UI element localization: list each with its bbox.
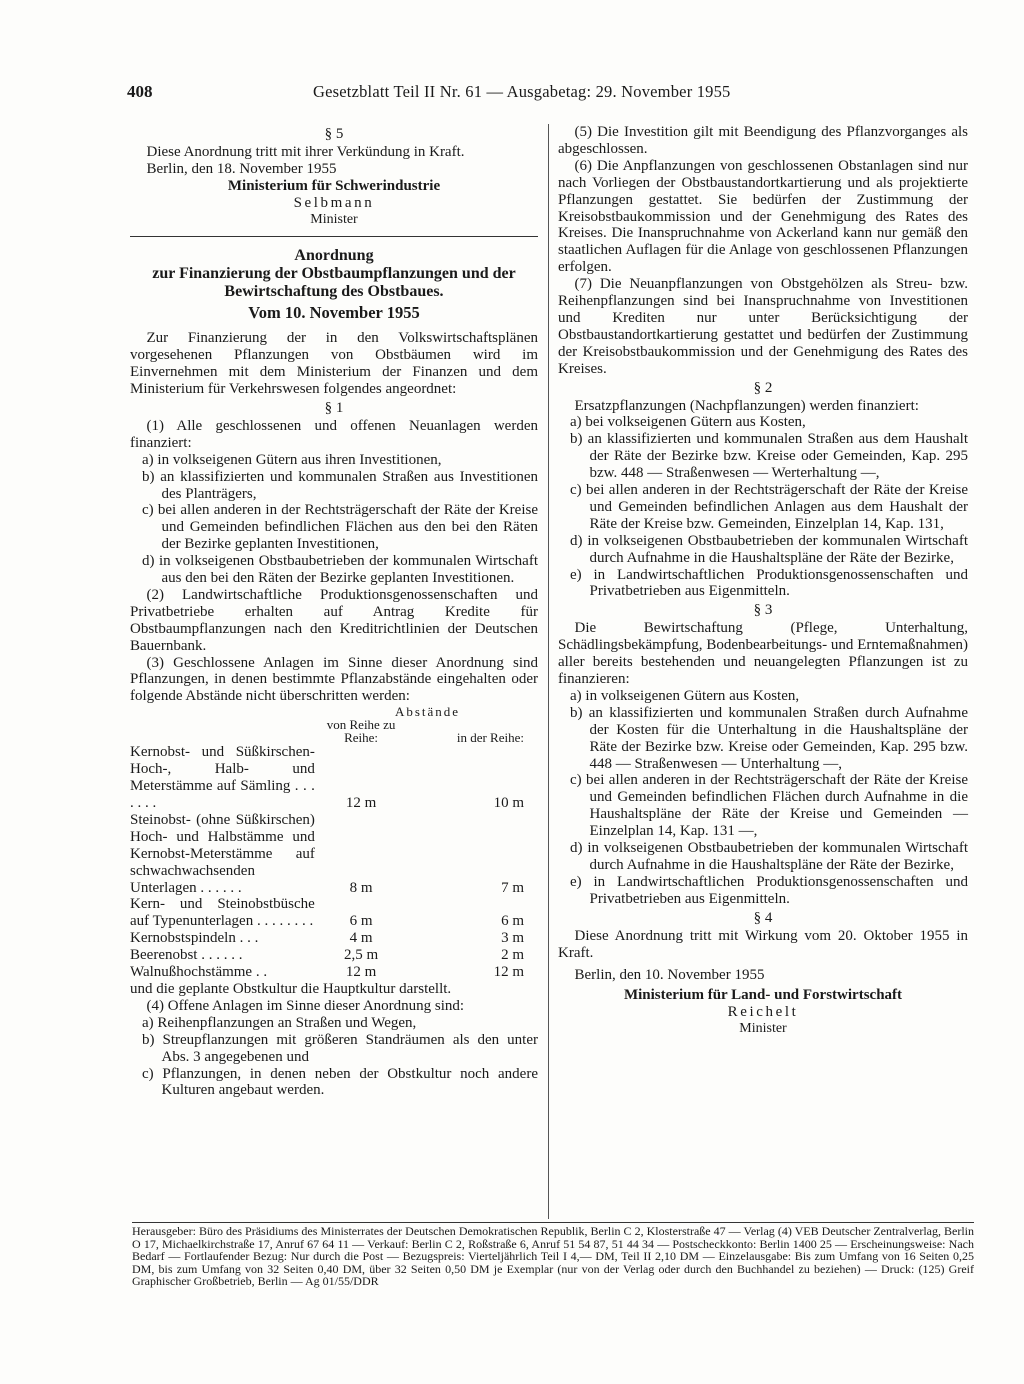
row-value-a: 12 m — [345, 964, 377, 981]
table-row — [130, 964, 538, 981]
row-value-a: 4 m — [349, 930, 373, 947]
paragraph-4: (4) Offene Anlagen im Sinne dieser Anordnung sind: — [146, 997, 465, 1014]
row-label: Steinobst- (ohne Süßkirschen) Hoch- und Halbstämme und Kernobst-Meterstämme auf schwachwachsenden Unterlagen . . . . . . — [130, 811, 315, 896]
row-value-b: 2 m — [501, 947, 524, 964]
running-head: Gesetzblatt Teil II Nr. 61 — Ausgabetag: 29. November 1955 — [313, 82, 731, 101]
distance-col-1: von Reihe zu Reihe: — [326, 717, 396, 746]
ministry-1: Ministerium für Schwerindustrie — [227, 177, 441, 194]
row-value-b: 3 m — [501, 930, 524, 947]
ministry-2: Ministerium für Land- und Forstwirtschaft — [623, 987, 903, 1004]
row-label: Kernobstspindeln . . . — [130, 930, 259, 947]
paragraph-3: (3) Geschlossene Anlagen im Sinne dieser Anordnung sind Pflanzungen, in denen bestimmte Pflanzabstände eingehalten oder folgende Abstände nicht überschritten werden: — [130, 654, 538, 705]
section-4-heading: § 4 — [753, 909, 773, 926]
section-3-d: d) in volkseigenen Obstbaubetrieben der kommunalen Wirtschaft durch Aufnahme in die Haushaltspläne der Räte der Bezirke, — [570, 840, 968, 873]
distance-after: und die geplante Obstkultur die Hauptkultur darstellt. — [130, 980, 452, 997]
order-date: Vom 10. November 1955 — [248, 303, 420, 323]
place-date-2: Berlin, den 10. November 1955 — [574, 967, 765, 984]
place-date-1: Berlin, den 18. November 1955 — [146, 160, 337, 177]
row-label: Beerenobst . . . . . . — [130, 947, 243, 964]
imprint-text: Herausgeber: Büro des Präsidiums des Ministerrates der Deutschen Demokratischen Republik, Berlin C 2, Klosterstraße 47 — Verlag (4) VEB Deutscher Zentralverlag, Berlin O 17, Michaelkirchstraße 17, Anruf 67 64 11 — Verkauf: Berlin C 2, Roßstraße 6, Anruf 51 54 87, 51 44 34 — Postscheckkonto: Berlin 1400 25 — Erscheinungsweise: Nach Bedarf — Fortlaufender Bezug: Nur durch die Post — Bezugspreis: Vierteljährlich Teil I 4,— DM, Teil II 2,10 DM — Einzelausgabe: Bis zum Umfang von 16 Seiten 0,25 DM, bis zum Umfang von 32 Seiten 0,40 DM, über 32 Seiten 0,50 DM je Exemplar (nur von der Verlag oder durch den Buchhandel zu beziehen) — Druck: (125) Greif Graphischer Großbetrieb, Berlin — Ag 01/55/DDR — [132, 1224, 974, 1289]
paragraph-1: (1) Alle geschlossenen und offenen Neuanlagen werden finanziert: — [130, 417, 538, 451]
section-2-heading: § 2 — [753, 379, 773, 396]
row-value-b: 6 m — [501, 913, 524, 930]
row-value-a: 12 m — [345, 795, 377, 811]
row-label: Kern- und Steinobstbüsche auf Typenunterlagen . . . . . . . . — [130, 896, 315, 930]
paragraph-1-a: a) in volkseigenen Gütern aus ihren Investitionen, — [142, 451, 442, 468]
section-1-heading: § 1 — [324, 399, 344, 416]
paragraph-2: (2) Landwirtschaftliche Produktionsgenossenschaften und Privatbetriebe erhalten auf Antrag Kredite für Obstbaumpflanzungen nach den Kreditrichtlinien der Deutschen Bauernbank. — [130, 586, 538, 654]
paragraph-4-a: a) Reihenpflanzungen an Straßen und Wegen, — [142, 1014, 417, 1031]
distance-table — [130, 705, 538, 981]
right-column — [558, 124, 968, 1038]
section-2-d: d) in volkseigenen Obstbaubetrieben der kommunalen Wirtschaft durch Aufnahme in die Haushaltspläne der Räte der Bezirke, — [570, 532, 968, 566]
paragraph-1-d: d) in volkseigenen Obstbaubetrieben der kommunalen Wirtschaft aus den bei den Räten der Bezirke geplanten Investitionen. — [142, 553, 538, 587]
section-2-a: a) bei volkseigenen Gütern aus Kosten, — [570, 414, 806, 431]
table-row — [130, 812, 538, 897]
section-5-text: Diese Anordnung tritt mit ihrer Verkündung in Kraft. — [146, 143, 465, 160]
paragraph-4-b: b) Streupflanzungen mit größeren Standräumen als den unter Abs. 3 angegebenen und — [142, 1031, 538, 1065]
signer-title-2: Minister — [739, 1021, 787, 1037]
section-3-e: e) in Landwirtschaftlichen Produktionsgenossenschaften und Privatbetrieben aus Eigenmitteln. — [570, 873, 968, 907]
paragraph-6: (6) Die Anpflanzungen von geschlossenen Obstanlagen sind nur nach Vorliegen der Obstbaustandortkartierung und als projektierte Pflanzungen gestattet. Sie bedürfen der Zustimmung der Kreisobstbaukommission und der Genehmigung des Rates des Kreises. Die Inanspruchnahme von Ackerland kann nur gemäß den staatlichen Auflagen für die Anlage von geschlossenen Pflanzungen erfolgen. — [558, 157, 968, 276]
row-label: Walnußhochstämme . . — [130, 964, 268, 981]
section-4-text: Diese Anordnung tritt mit Wirkung vom 20. Oktober 1955 in Kraft. — [558, 927, 968, 961]
preamble: Zur Finanzierung der in den Volkswirtschaftsplänen vorgesehenen Pflanzungen von Obstbäumen wird im Einvernehmen mit dem Ministerium der Finanzen und dem Ministerium für Verkehrswesen folgendes angeordnet: — [130, 330, 538, 398]
row-value-a: 8 m — [349, 879, 373, 896]
section-3-b: b) an klassifizierten und kommunalen Straßen durch Aufnahme der Kosten für die Unterhaltung in die Haushaltspläne der Räte der Bezirke bzw. Kreise oder Gemeinden, Kap. 295 bzw. 448 — Straßenwesen — Unterhaltung —, — [570, 704, 968, 772]
imprint-footer — [132, 1222, 974, 1288]
row-label: Kernobst- und Süßkirschen-Hoch-, Halb- und Meterstämme auf Sämling . . . . . . . — [130, 744, 315, 811]
paragraph-1-c: c) bei allen anderen in der Rechtsträgerschaft der Räte der Kreise und Gemeinden befindlichen Flächen aus den bei den Räten der Bezirke geplanten Investitionen, — [142, 502, 538, 553]
order-subtitle: zur Finanzierung der Obstbaumpflanzungen und der Bewirtschaftung des Obstbaues. — [152, 265, 516, 301]
page-number: 408 — [127, 82, 153, 101]
paragraph-5: (5) Die Investition gilt mit Beendigung des Pflanzvorganges als abgeschlossen. — [558, 124, 968, 157]
section-3-intro: Die Bewirtschaftung (Pflege, Unterhaltung, Schädlingsbekämpfung, Bodenbearbeitungs- und Erntemaßnahmen) aller bereits bestehenden und neuangelegten Pflanzungen ist zu finanzieren: — [558, 620, 968, 687]
column-divider — [548, 124, 549, 1219]
row-value-b: 7 m — [501, 879, 524, 896]
table-row — [130, 896, 538, 930]
distance-title: Abstände — [394, 704, 461, 720]
section-3-c: c) bei allen anderen in der Rechtsträgerschaft der Räte der Kreise und Gemeinden befindlichen Flächen durch Aufnahme in die Haushaltspläne der Räte der Kreise und Gemeinden — Einzelplan 14, Kap. 131 —, — [570, 772, 968, 840]
paragraph-1-b: b) an klassifizierten und kommunalen Straßen aus Investitionen des Planträgers, — [142, 468, 538, 502]
table-row — [130, 744, 538, 812]
section-2-c: c) bei allen anderen in der Rechtsträgerschaft der Räte der Kreise und Gemeinden befindlichen Anlagen aus dem Haushalt der Räte der Kreise bzw. Gemeinden, Einzelplan 14, Kap. 131, — [570, 482, 968, 532]
row-value-a: 2,5 m — [343, 947, 379, 964]
table-row — [130, 947, 538, 964]
paragraph-7: (7) Die Neuanpflanzungen von Obstgehölzen als Streu- bzw. Reihenpflanzungen sind bei Inanspruchnahme von Investitionen und Krediten nur unter Berücksichtigung der Obstbaustandortkartierung gestattet und bedürfen der Zustimmung der Kreisobstbaukommission und der Genehmigung des Rates des Kreises. — [558, 276, 968, 377]
paragraph-4-c: c) Pflanzungen, in denen neben der Obstkultur noch andere Kulturen angebaut werden. — [142, 1065, 538, 1099]
distance-col-2: in der Reihe: — [456, 730, 524, 746]
distance-table-subheader — [130, 718, 538, 744]
section-2-e: e) in Landwirtschaftlichen Produktionsgenossenschaften und Privatbetrieben aus Eigenmitteln. — [570, 566, 968, 600]
page-header — [127, 82, 982, 108]
section-5-heading: § 5 — [324, 126, 344, 142]
section-2-intro: Ersatzpflanzungen (Nachpflanzungen) werden finanziert: — [574, 397, 919, 414]
row-value-a: 6 m — [349, 913, 373, 930]
signer-2: Reichelt — [727, 1004, 799, 1021]
section-2-b: b) an klassifizierten und kommunalen Straßen aus dem Haushalt der Räte der Bezirke bzw. Kreise oder Gemeinden, Kap. 295 bzw. 448 — Straßenwesen — Werterhaltung —, — [570, 431, 968, 482]
order-title: Anordnung — [294, 247, 374, 265]
table-row — [130, 930, 538, 947]
row-value-b: 12 m — [493, 964, 524, 981]
section-3-heading: § 3 — [753, 602, 773, 619]
section-3-a: a) in volkseigenen Gütern aus Kosten, — [570, 687, 800, 704]
left-column — [130, 124, 538, 1099]
signer-title-1: Minister — [310, 211, 358, 227]
signer-1: Selbmann — [293, 194, 375, 211]
separator-rule — [130, 236, 538, 237]
row-value-b: 10 m — [493, 795, 524, 811]
